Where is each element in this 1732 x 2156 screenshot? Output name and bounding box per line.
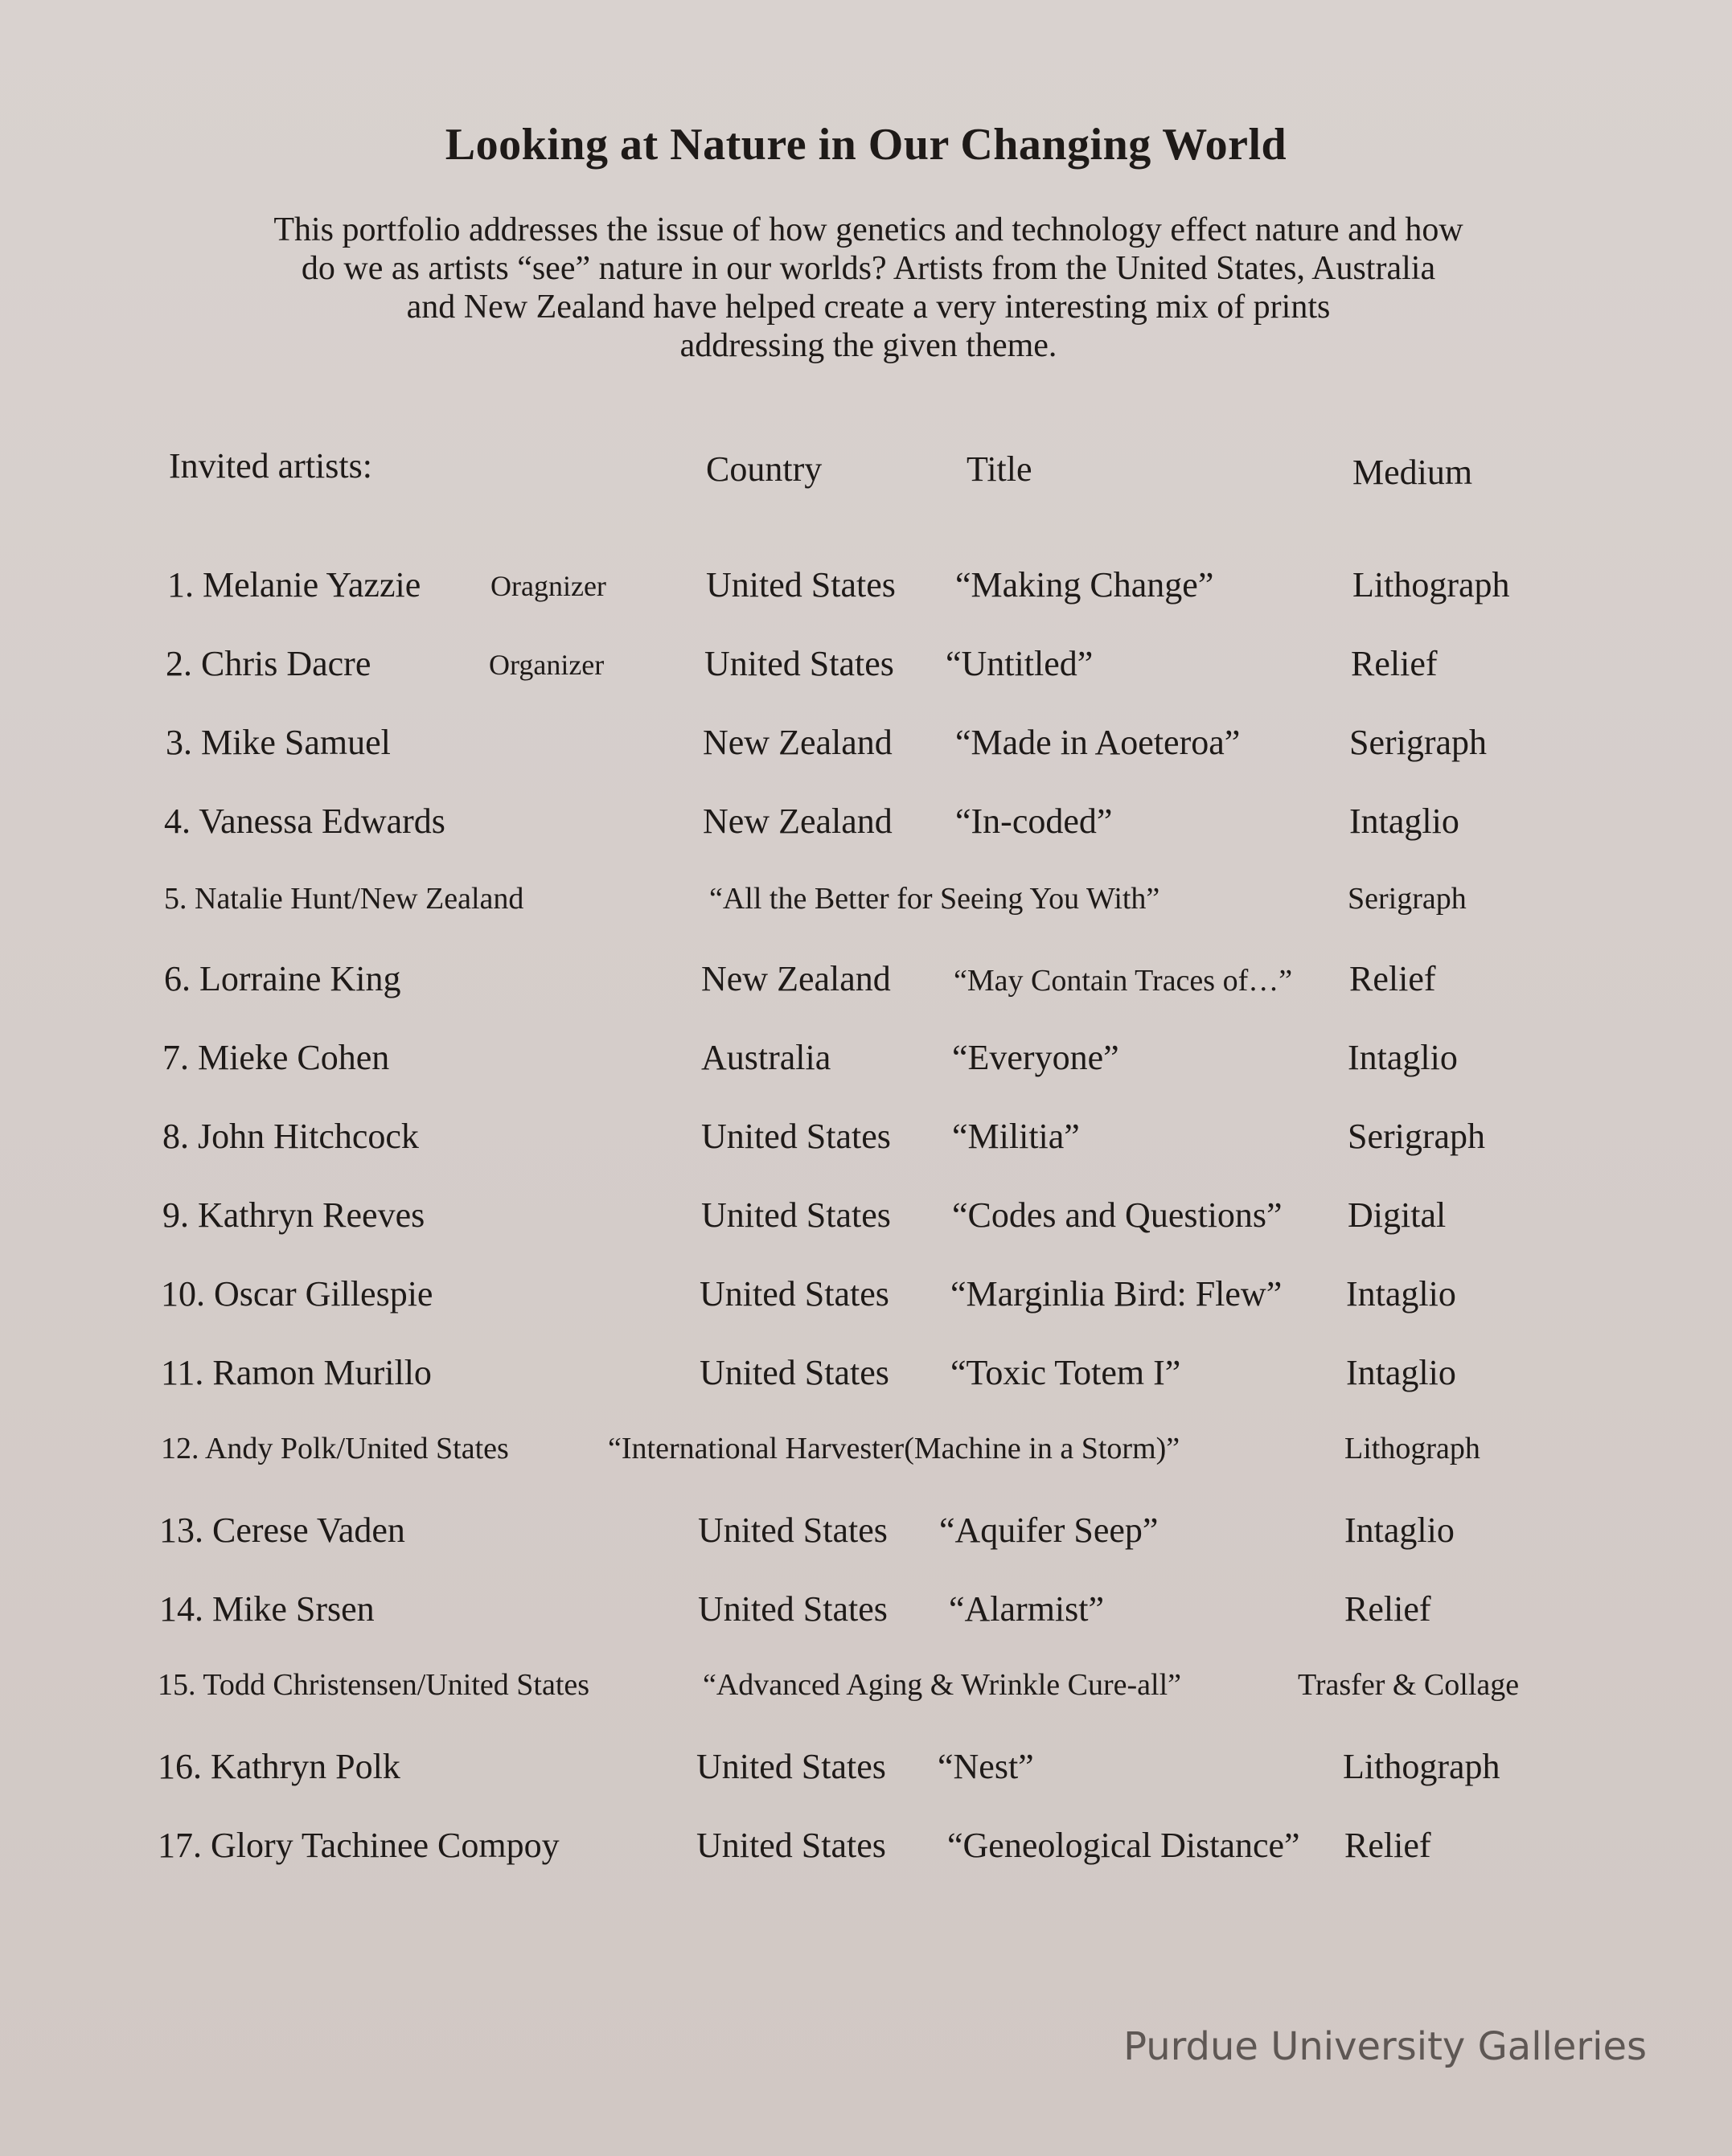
artwork-medium: Serigraph — [1348, 1117, 1486, 1156]
artist-name: 15. Todd Christensen/United States — [158, 1668, 590, 1702]
artwork-medium: Serigraph — [1349, 723, 1488, 762]
artwork-medium: Intaglio — [1346, 1353, 1456, 1392]
artwork-title: “In-coded” — [955, 801, 1113, 841]
watermark: Purdue University Galleries — [1123, 2024, 1647, 2069]
artist-name: 16. Kathryn Polk — [158, 1747, 400, 1786]
artist-row — [0, 564, 1732, 613]
artist-country: United States — [698, 1589, 888, 1629]
artist-row — [0, 1588, 1732, 1637]
intro-line: This portfolio addresses the issue of how genetics and technology effect nature and how — [273, 211, 1463, 248]
artist-name: 6. Lorraine King — [164, 959, 401, 998]
document-title: Looking at Nature in Our Changing World — [445, 120, 1287, 170]
artwork-medium: Relief — [1344, 1589, 1431, 1629]
artwork-medium: Intaglio — [1349, 801, 1459, 841]
intro-line: do we as artists “see” nature in our worlds? Artists from the United States, Australia — [301, 250, 1436, 287]
artwork-title: “Made in Aoeteroa” — [955, 723, 1241, 762]
artist-name: 12. Andy Polk/United States — [161, 1432, 509, 1465]
artist-row — [0, 1273, 1732, 1322]
artist-row — [0, 881, 1732, 929]
artwork-medium: Serigraph — [1348, 882, 1467, 916]
artist-row — [0, 801, 1732, 849]
header-title: Title — [967, 449, 1032, 489]
artwork-medium: Lithograph — [1352, 565, 1510, 605]
artist-name: 1. Melanie Yazzie — [167, 565, 421, 605]
artwork-title: “Alarmist” — [949, 1589, 1105, 1629]
artist-country: United States — [704, 644, 894, 683]
artwork-medium: Lithograph — [1344, 1432, 1480, 1465]
artist-row — [0, 1195, 1732, 1243]
artist-row — [0, 1431, 1732, 1479]
artist-country: United States — [701, 1117, 891, 1156]
artwork-medium: Relief — [1351, 644, 1438, 683]
artist-row — [0, 1037, 1732, 1085]
artwork-title: “Advanced Aging & Wrinkle Cure-all” — [703, 1668, 1182, 1702]
intro-line: addressing the given theme. — [679, 327, 1057, 364]
artist-country: United States — [698, 1510, 888, 1550]
artist-country: New Zealand — [701, 959, 891, 998]
artwork-medium: Lithograph — [1343, 1747, 1500, 1786]
artist-row — [0, 722, 1732, 770]
artwork-medium: Relief — [1349, 959, 1436, 998]
artist-name: 14. Mike Srsen — [159, 1589, 375, 1629]
artwork-title: “Marginlia Bird: Flew” — [950, 1274, 1283, 1314]
artwork-medium: Trasfer & Collage — [1298, 1668, 1520, 1702]
artwork-title: “All the Better for Seeing You With” — [709, 882, 1160, 916]
artist-row — [0, 1116, 1732, 1164]
artist-country: United States — [700, 1353, 889, 1392]
artist-name: 8. John Hitchcock — [162, 1117, 419, 1156]
artist-country: Australia — [701, 1038, 831, 1077]
artist-name: 9. Kathryn Reeves — [162, 1195, 425, 1235]
artist-row — [0, 1746, 1732, 1794]
artist-row — [0, 1352, 1732, 1400]
artist-name: 7. Mieke Cohen — [162, 1038, 390, 1077]
artist-row — [0, 1825, 1732, 1873]
artwork-title: “May Contain Traces of…” — [954, 964, 1293, 998]
artist-name: 11. Ramon Murillo — [161, 1353, 432, 1392]
artist-country: United States — [696, 1747, 886, 1786]
artwork-medium: Relief — [1344, 1826, 1431, 1865]
artist-row — [0, 643, 1732, 691]
header-country: Country — [706, 449, 823, 489]
artwork-title: “Everyone” — [952, 1038, 1119, 1077]
artwork-title: “Untitled” — [946, 644, 1094, 683]
artwork-title: “Geneological Distance” — [947, 1826, 1300, 1865]
header-medium: Medium — [1352, 453, 1473, 492]
header-artists: Invited artists: — [169, 446, 372, 486]
artist-name: 10. Oscar Gillespie — [161, 1274, 433, 1314]
artwork-title: “Codes and Questions” — [952, 1195, 1283, 1235]
artist-name: 2. Chris Dacre — [166, 644, 371, 683]
artwork-title: “Militia” — [952, 1117, 1080, 1156]
intro-paragraph — [145, 211, 1592, 365]
artist-name: 5. Natalie Hunt/New Zealand — [164, 882, 524, 916]
artwork-title: “Making Change” — [955, 565, 1214, 605]
artist-name: 3. Mike Samuel — [166, 723, 391, 762]
artist-country: United States — [700, 1274, 889, 1314]
artist-name: 17. Glory Tachinee Compoy — [158, 1826, 560, 1865]
artist-row — [0, 1667, 1732, 1715]
artist-country: New Zealand — [703, 723, 893, 762]
artwork-title: “Aquifer Seep” — [939, 1510, 1159, 1550]
artist-country: New Zealand — [703, 801, 893, 841]
artwork-medium: Intaglio — [1348, 1038, 1458, 1077]
intro-line: and New Zealand have helped create a very interesting mix of prints — [406, 289, 1331, 326]
artwork-title: “Toxic Totem I” — [950, 1353, 1181, 1392]
artist-role: Organizer — [489, 649, 605, 681]
artwork-title: “Nest” — [938, 1747, 1034, 1786]
artist-row — [0, 958, 1732, 1006]
artwork-title: “International Harvester(Machine in a Storm)” — [608, 1432, 1180, 1465]
artwork-medium: Intaglio — [1346, 1274, 1456, 1314]
artist-country: United States — [701, 1195, 891, 1235]
artist-country: United States — [706, 565, 896, 605]
artist-role: Oragnizer — [490, 570, 606, 602]
artist-country: United States — [696, 1826, 886, 1865]
artist-name: 13. Cerese Vaden — [159, 1510, 405, 1550]
artwork-medium: Digital — [1348, 1195, 1447, 1235]
artist-row — [0, 1510, 1732, 1558]
artist-name: 4. Vanessa Edwards — [164, 801, 445, 841]
artwork-medium: Intaglio — [1344, 1510, 1455, 1550]
